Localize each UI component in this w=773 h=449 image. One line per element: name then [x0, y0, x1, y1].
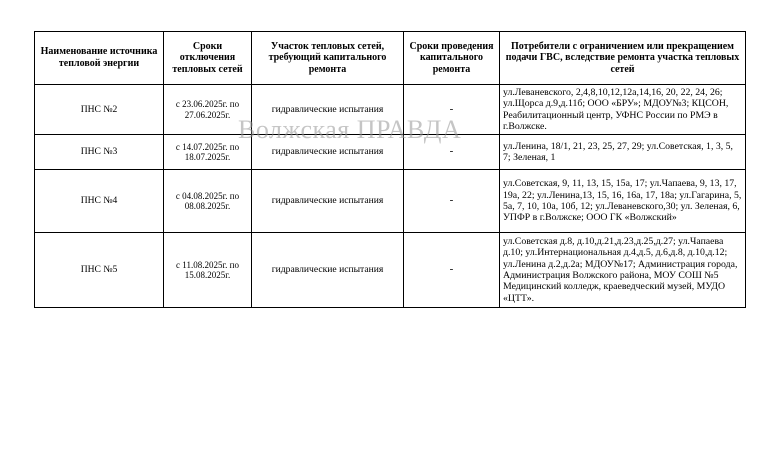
consumers-cell: ул.Советская д.8, д.10,д.21,д.23,д.25,д.27; ул.Чапаева д.10; ул.Интернациональная д.4,д.5, д.6,д.8, д.10,д.12; ул.Ленина д.2,д.2а; МДОУ№17; Администрация города, Администрация Волжского района, МОУ СОШ №5 Медицинский колледж, краеведческий музей, МУДО «ЦТТ».	[500, 233, 746, 308]
source-cell: ПНС №5	[35, 233, 164, 308]
repair-cell: -	[404, 85, 500, 135]
dates-cell: с 23.06.2025г. по 27.06.2025г.	[164, 85, 252, 135]
section-cell: гидравлические испытания	[252, 135, 404, 170]
header-consumers: Потребители с ограничением или прекращением подачи ГВС, вследствие ремонта участка тепловых сетей	[500, 32, 746, 85]
section-cell: гидравлические испытания	[252, 233, 404, 308]
dates-cell: с 11.08.2025г. по 15.08.2025г.	[164, 233, 252, 308]
newspaper-watermark: Волжская ПРАВДА	[238, 115, 462, 144]
header-network-section: Участок тепловых сетей, требующий капитального ремонта	[252, 32, 404, 85]
header-repair-dates: Сроки проведения капитального ремонта	[404, 32, 500, 85]
consumers-cell: ул.Советская, 9, 11, 13, 15, 15а, 17; ул.Чапаева, 9, 13, 17, 19а, 22; ул.Ленина,13, 15, 16, 16а, 17, 18а; ул.Гагарина, 5, 5а, 7, 10, 10а, 10б, 12; ул.Леваневского,30; ул. Зеленая, 6, УПФР в г.Волжске; ООО ГК «Волжский»	[500, 170, 746, 233]
section-cell: гидравлические испытания	[252, 170, 404, 233]
outage-schedule-table	[34, 31, 746, 308]
table-row	[35, 233, 746, 308]
table-row	[35, 170, 746, 233]
consumers-cell: ул.Леваневского, 2,4,8,10,12,12а,14,16, 20, 22, 24, 26; ул.Щорса д.9,д.11б; ООО «БРУ»; МДОУ№3; КЦСОН, Реабилитационный центр, УФНС России по РМЭ в г.Волжске.	[500, 85, 746, 135]
section-cell: гидравлические испытания	[252, 85, 404, 135]
dates-cell: с 04.08.2025г. по 08.08.2025г.	[164, 170, 252, 233]
dates-cell: с 14.07.2025г. по 18.07.2025г.	[164, 135, 252, 170]
repair-cell: -	[404, 233, 500, 308]
table-row	[35, 85, 746, 135]
consumers-cell: ул.Ленина, 18/1, 21, 23, 25, 27, 29; ул.Советская, 1, 3, 5, 7; Зеленая, 1	[500, 135, 746, 170]
source-cell: ПНС №2	[35, 85, 164, 135]
source-cell: ПНС №3	[35, 135, 164, 170]
header-source: Наименование источника тепловой энергии	[35, 32, 164, 85]
table-row	[35, 135, 746, 170]
repair-cell: -	[404, 170, 500, 233]
header-outage-dates: Сроки отключения тепловых сетей	[164, 32, 252, 85]
repair-cell: -	[404, 135, 500, 170]
table-header-row	[35, 32, 746, 85]
source-cell: ПНС №4	[35, 170, 164, 233]
